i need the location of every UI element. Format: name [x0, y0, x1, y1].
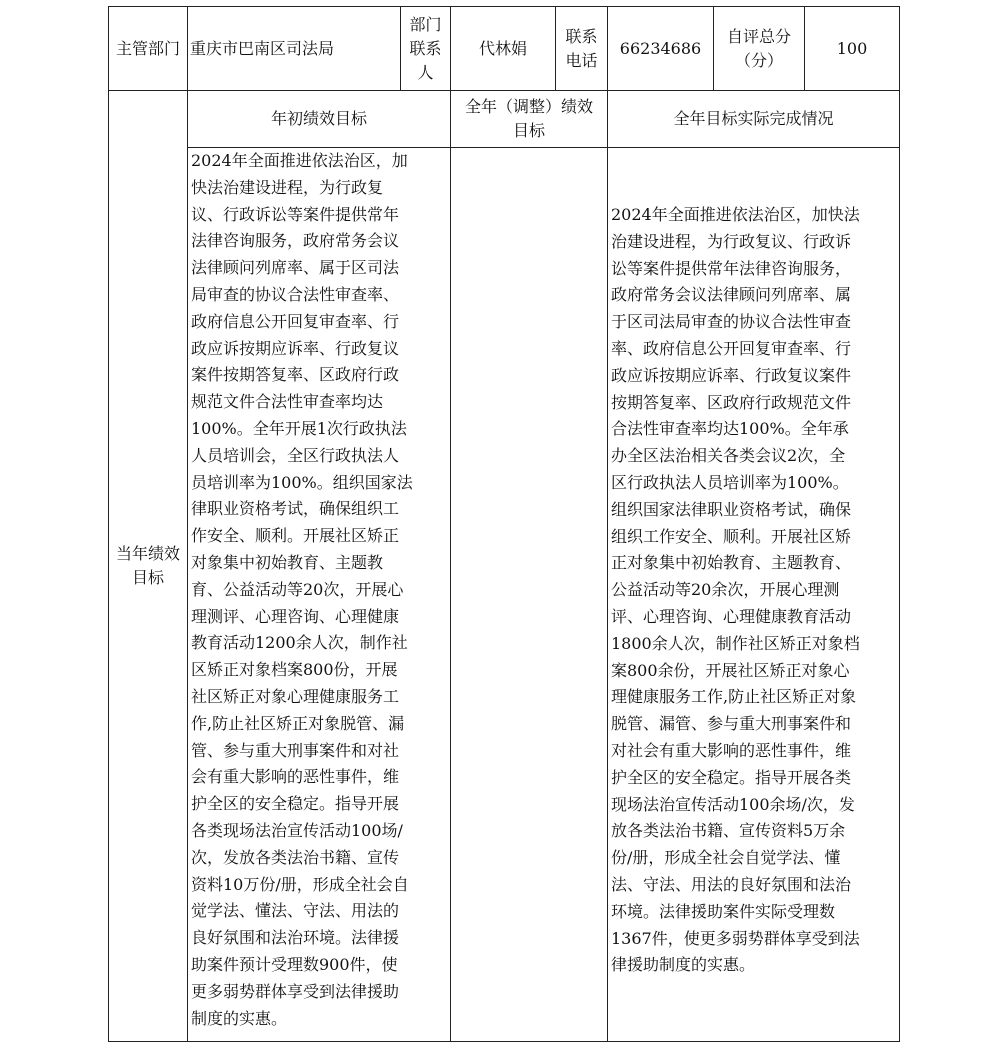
col-header-actual: 全年目标实际完成情况: [673, 109, 834, 128]
col-header-initial: 年初绩效目标: [270, 109, 367, 128]
phone-value: 66234686: [619, 38, 702, 58]
score-label: 自评总分 （分）: [726, 26, 791, 70]
table-border-bottom: [108, 1041, 900, 1042]
col-header-adjusted: 全年（调整）绩效 目标: [464, 97, 593, 140]
contact-label: 部门 联系 人: [409, 14, 442, 82]
col-divider-5: [607, 6, 608, 1042]
actual-completion-text: 2024年全面推进依法治区，加快法 治建设进程，为行政复议、行政诉 讼等案件提供常年法律咨询服务， 政府常务会议法律顾问列席率、属 于区司法局审查的协议合法性审查 率、政府信息公开回复审查率、行 政应诉按期应诉率、行政复议案件 按期答复率、区政府行政规范文件 合法性审查率均达100%。全年承 办全区法治相关各类会议2次，全 区行政执法人员培训率为100%。 组织国家法律职业资格考试，确保 组织工作安全、顺利。开展社区矫 正对象集中初始教育、主题教育、 公益活动等20余次，开展心理测 评、心理咨询、心理健康教育活动 1800余人次，制作社区矫正对象档 案800余份，开展社区矫正对象心 理健康服务工作,防止社区矫正对象 脱管、漏管、参与重大刑事案件和 对社会有重大影响的恶性事件，维 护全区的安全稳定。指导开展各类 现场法治宣传活动100余场/次，发 放各类法治书籍、宣传资料5万余 份/册，形成全社会自觉学法、懂 法、守法、用法的良好氛围和法治 环境。法律援助案件实际受理数 1367件，使更多弱势群体享受到法 律援助制度的实惠。: [611, 205, 860, 975]
col-divider-3: [450, 6, 451, 1042]
table-border-right: [899, 6, 900, 1042]
dept-label: 主管部门: [115, 38, 180, 58]
score-value: 100: [836, 38, 868, 58]
dept-value: 重庆市巴南区司法局: [190, 38, 335, 58]
goals-row-label: 当年绩效 目标: [115, 544, 180, 587]
col-divider-1: [187, 6, 188, 1042]
contact-value: 代林娟: [478, 38, 527, 58]
phone-label: 联系 电话: [565, 26, 598, 70]
initial-goal-text: 2024年全面推进依法治区，加 快法治建设进程，为行政复 议、行政诉讼等案件提供常年 法律咨询服务，政府常务会议 法律顾问列席率、属于区司法 局审查的协议合法性审查率、 政府信息公开回复审查率、行 政应诉按期应诉率、行政复议 案件按期答复率、区政府行政 规范文件合法性审查率均达 100%。全年开展1次行政执法 人员培训会，全区行政执法人 员培训率为100%。组织国家法 律职业资格考试，确保组织工 作安全、顺利。开展社区矫正 对象集中初始教育、主题教 育、公益活动等20次，开展心 理测评、心理咨询、心理健康 教育活动1200余人次，制作社 区矫正对象档案800份，开展 社区矫正对象心理健康服务工 作,防止社区矫正对象脱管、漏 管、参与重大刑事案件和对社 会有重大影响的恶性事件，维 护全区的安全稳定。指导开展 各类现场法治宣传活动100场/ 次，发放各类法治书籍、宣传 资料10万份/册，形成全社会自 觉学法、懂法、守法、用法的 良好氛围和法治环境。法律援 助案件预计受理数900件，使 更多弱势群体享受到法律援助 制度的实惠。: [191, 151, 413, 1028]
